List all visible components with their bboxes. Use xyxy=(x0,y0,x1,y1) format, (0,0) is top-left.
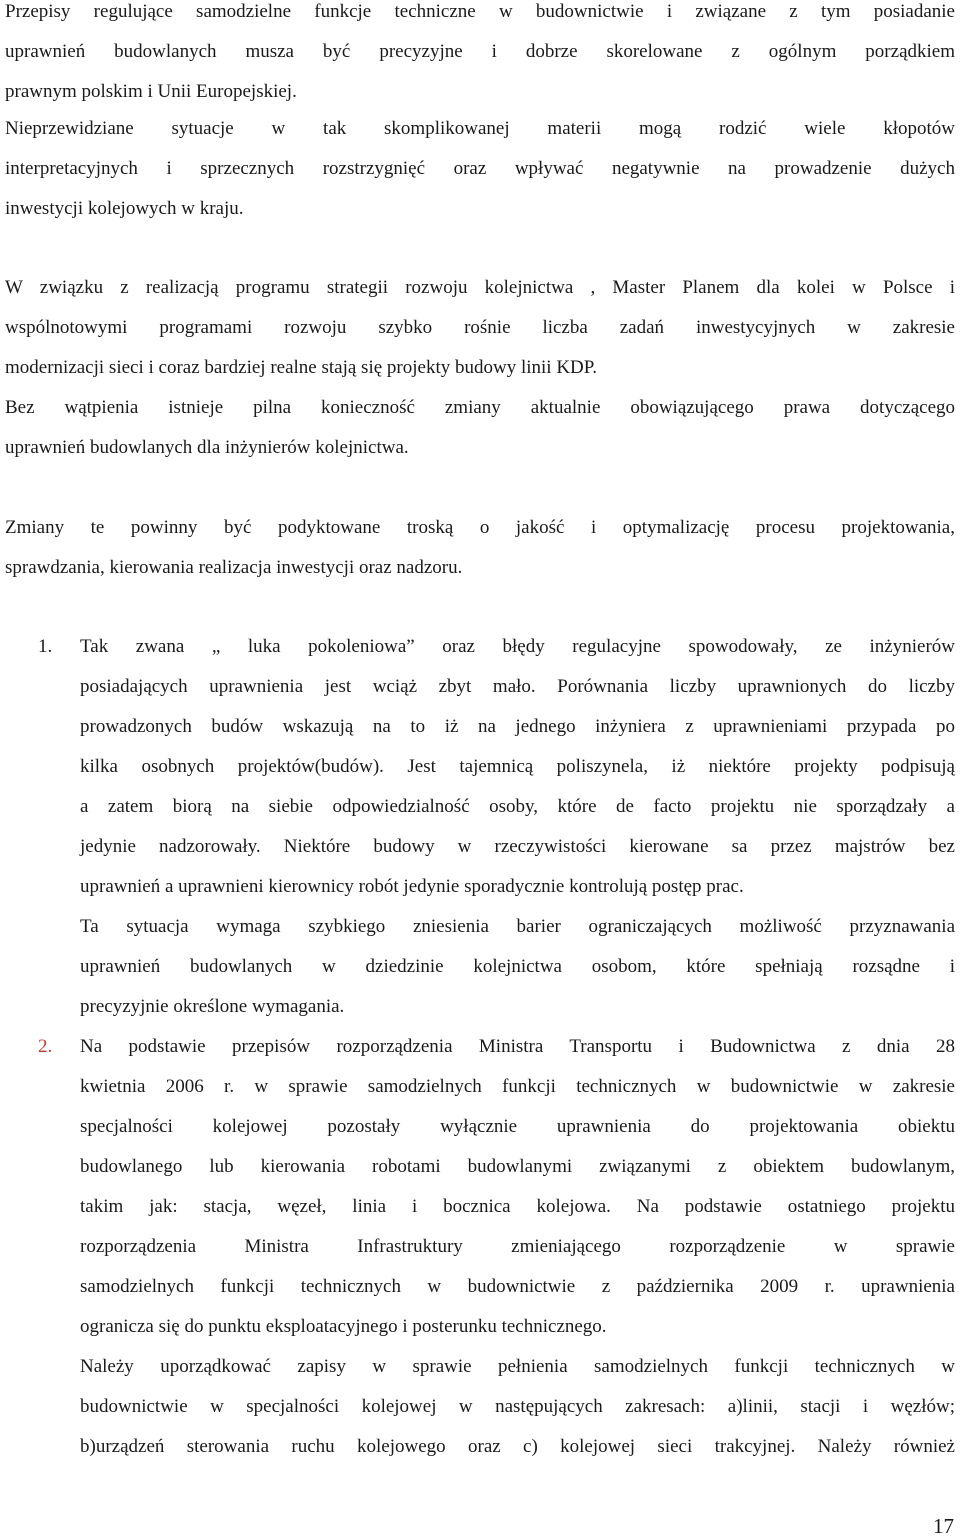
text-line: budowlanego lub kierowania robotami budowlanymi związanymi z obiektem budowlanym, xyxy=(80,1156,955,1177)
text-line: kwietnia 2006 r. w sprawie samodzielnych funkcji technicznych w budownictwie w zakresie xyxy=(80,1076,955,1097)
list-item xyxy=(5,1027,955,1467)
page-number: 17 xyxy=(933,1514,954,1538)
text-line: uprawnień budowlanych dla inżynierów kolejnictwa. xyxy=(5,437,409,458)
text-line: rozporządzenia Ministra Infrastruktury zmieniającego rozporządzenie w sprawie xyxy=(80,1236,955,1257)
text-line: Nieprzewidziane sytuacje w tak skomplikowanej materii mogą rodzić wiele kłopotów xyxy=(5,118,955,139)
text-line: Zmiany te powinny być podyktowane troską o jakość i optymalizację procesu projektowania, xyxy=(5,517,955,538)
numbered-list xyxy=(5,627,955,1467)
text-line: Przepisy regulujące samodzielne funkcje techniczne w budownictwie i związane z tym posiadanie xyxy=(5,1,955,22)
text-line: a zatem biorą na siebie odpowiedzialność osoby, które de facto projektu nie sporządzały a xyxy=(80,796,955,817)
text-line: inwestycji kolejowych w kraju. xyxy=(5,198,244,219)
list-number: 2. xyxy=(38,1036,53,1057)
text-line: interpretacyjnych i sprzecznych rozstrzygnięć oraz wpływać negatywnie na prowadzenie dużych xyxy=(5,158,955,179)
text-line: samodzielnych funkcji technicznych w budownictwie z października 2009 r. uprawnienia xyxy=(80,1276,955,1297)
text-line: budownictwie w specjalności kolejowej w następujących zakresach: a)linii, stacji i węzłów; xyxy=(80,1396,955,1417)
paragraph-4 xyxy=(5,508,955,588)
text-line: Ta sytuacja wymaga szybkiego zniesienia barier ograniczających możliwość przyznawania xyxy=(80,916,955,937)
text-line: prawnym polskim i Unii Europejskiej. xyxy=(5,81,297,102)
text-line: Na podstawie przepisów rozporządzenia Ministra Transportu i Budownictwa z dnia 28 xyxy=(80,1036,955,1057)
text-line: jedynie nadzorowały. Niektóre budowy w rzeczywistości kierowane sa przez majstrów bez xyxy=(80,836,955,857)
text-line: Tak zwana „ luka pokoleniowa” oraz błędy regulacyjne spowodowały, ze inżynierów xyxy=(80,636,955,657)
text-line: specjalności kolejowej pozostały wyłącznie uprawnienia do projektowania obiektu xyxy=(80,1116,955,1137)
text-line: kilka osobnych projektów(budów). Jest tajemnicą poliszynela, iż niektóre projekty podpisują xyxy=(80,756,955,777)
text-line: precyzyjnie określone wymagania. xyxy=(80,996,345,1017)
text-line: modernizacji sieci i coraz bardziej realne stają się projekty budowy linii KDP. xyxy=(5,357,597,378)
text-line: b)urządzeń sterowania ruchu kolejowego oraz c) kolejowej sieci trakcyjnej. Należy również xyxy=(80,1436,955,1457)
list-item xyxy=(5,627,955,1027)
text-line: takim jak: stacja, węzeł, linia i bocznica kolejowa. Na podstawie ostatniego projektu xyxy=(80,1196,955,1217)
text-line: posiadających uprawnienia jest wciąż zbyt mało. Porównania liczby uprawnionych do liczby xyxy=(80,676,955,697)
list-number: 1. xyxy=(38,636,53,657)
list-item-body xyxy=(80,627,955,1027)
text-line: wspólnotowymi programami rozwoju szybko rośnie liczba zadań inwestycyjnych w zakresie xyxy=(5,317,955,338)
text-line: prowadzonych budów wskazują na to iż na jednego inżyniera z uprawnieniami przypada po xyxy=(80,716,955,737)
paragraph-1 xyxy=(5,0,955,112)
text-line: ogranicza się do punktu eksploatacyjnego i posterunku technicznego. xyxy=(80,1316,607,1337)
text-line: Należy uporządkować zapisy w sprawie pełnienia samodzielnych funkcji technicznych w xyxy=(80,1356,955,1377)
list-item-body xyxy=(80,1027,955,1467)
paragraph-2 xyxy=(5,109,955,229)
text-line: sprawdzania, kierowania realizacja inwestycji oraz nadzoru. xyxy=(5,557,463,578)
text-line: uprawnień budowlanych w dziedzinie kolejnictwa osobom, które spełniają rozsądne i xyxy=(80,956,955,977)
text-line: uprawnień budowlanych musza być precyzyjne i dobrze skorelowane z ogólnym porządkiem xyxy=(5,41,955,62)
text-line: W związku z realizacją programu strategii rozwoju kolejnictwa , Master Planem dla kolei w Polsce i xyxy=(5,277,955,298)
paragraph-3 xyxy=(5,268,955,468)
text-line: Bez wątpienia istnieje pilna konieczność zmiany aktualnie obowiązującego prawa dotyczącego xyxy=(5,397,955,418)
text-line: uprawnień a uprawnieni kierownicy robót jedynie sporadycznie kontrolują postęp prac. xyxy=(80,876,744,897)
